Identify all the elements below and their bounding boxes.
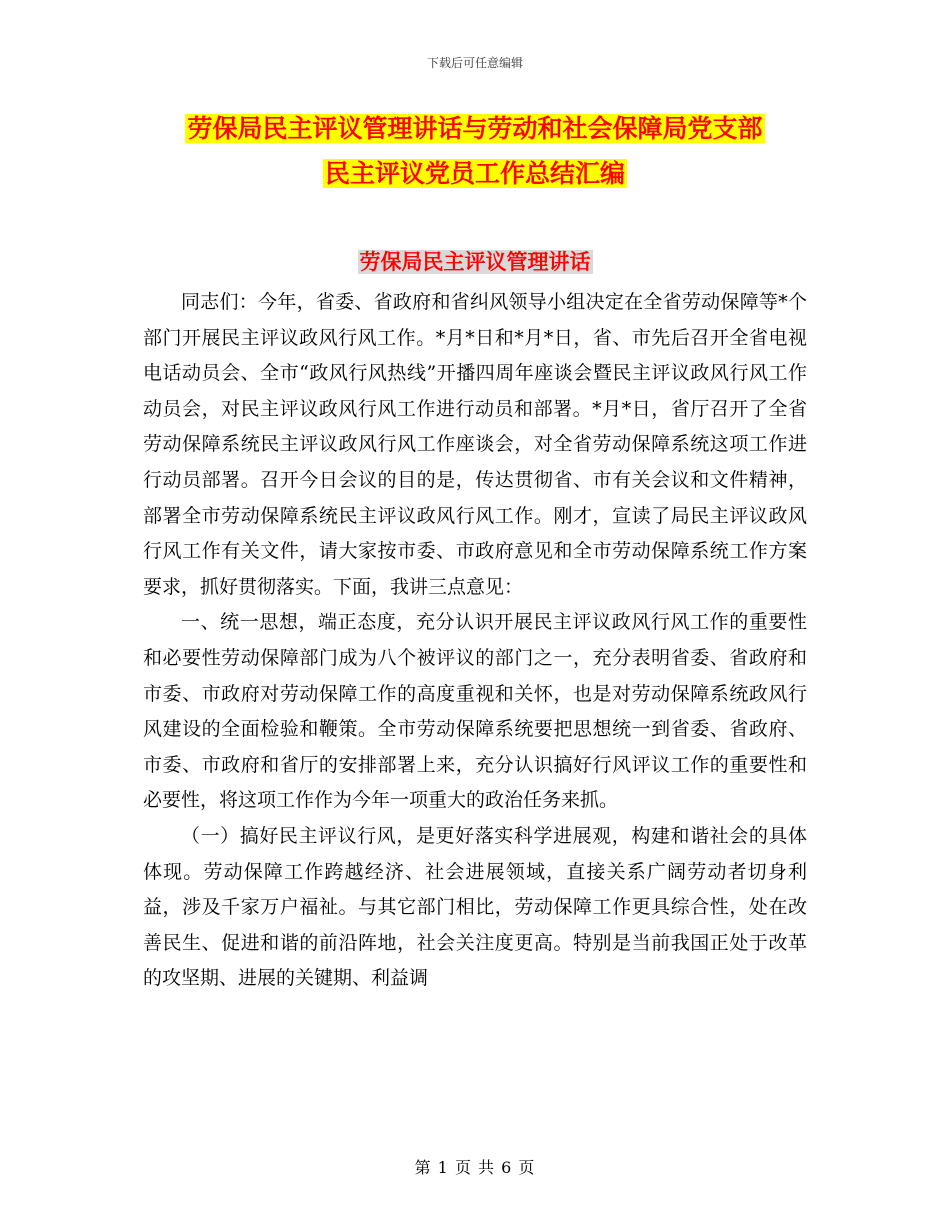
document-title-line-2: [0, 156, 950, 192]
document-body: [143, 285, 807, 997]
header-note: 下载后可任意编辑: [426, 56, 523, 70]
document-title-line-1-text: 劳保局民主评议管理讲话与劳动和社会保障局党支部: [187, 114, 763, 143]
section-title-text: 劳保局民主评议管理讲话: [359, 250, 591, 274]
section-title: [0, 245, 950, 279]
body-paragraph-2: 一、统一思想，端正态度，充分认识开展民主评议政风行风工作的重要性和必要性劳动保障部门成为八个被评议的部门之一，充分表明省委、省政府和市委、市政府对劳动保障工作的高度重视和关怀，也是对劳动保障系统政风行风建设的全面检验和鞭策。全市劳动保障系统要把思想统一到省委、省政府、市委、市政府和省厅的安排部署上来，充分认识搞好行风评议工作的重要性和必要性，将这项工作作为今年一项重大的政治任务来抓。: [143, 611, 807, 812]
page-number-footer: 第 1 页 共 6 页: [414, 1158, 536, 1177]
body-paragraph-1: 同志们：今年，省委、省政府和省纠风领导小组决定在全省劳动保障等*个部门开展民主评议政风行风工作。*月*日和*月*日，省、市先后召开全省电视电话动员会、全市“政风行风热线”开播四周年座谈会暨民主评议政风行风工作动员会，对民主评议政风行风工作进行动员和部署。*月*日，省厅召开了全省劳动保障系统民主评议政风行风工作座谈会，对全省劳动保障系统这项工作进行动员部署。召开今日会议的目的是，传达贯彻省、市有关会议和文件精神，部署全市劳动保障系统民主评议政风行风工作。刚才，宣读了局民主评议政风行风工作有关文件，请大家按市委、市政府意见和全市劳动保障系统工作方案要求，抓好贯彻落实。下面，我讲三点意见：: [143, 291, 807, 598]
document-title-line-2-text: 民主评议党员工作总结汇编: [324, 159, 625, 188]
body-paragraph-3: （一）搞好民主评议行风，是更好落实科学进展观，构建和谐社会的具体体现。劳动保障工作跨越经济、社会进展领域，直接关系广阔劳动者切身利益，涉及千家万户福祉。与其它部门相比，劳动保障工作更具综合性，处在改善民生、促进和谐的前沿阵地，社会关注度更高。特别是当前我国正处于改革的攻坚期、进展的关键期、利益调: [143, 824, 807, 990]
document-title-line-1: [0, 111, 950, 147]
